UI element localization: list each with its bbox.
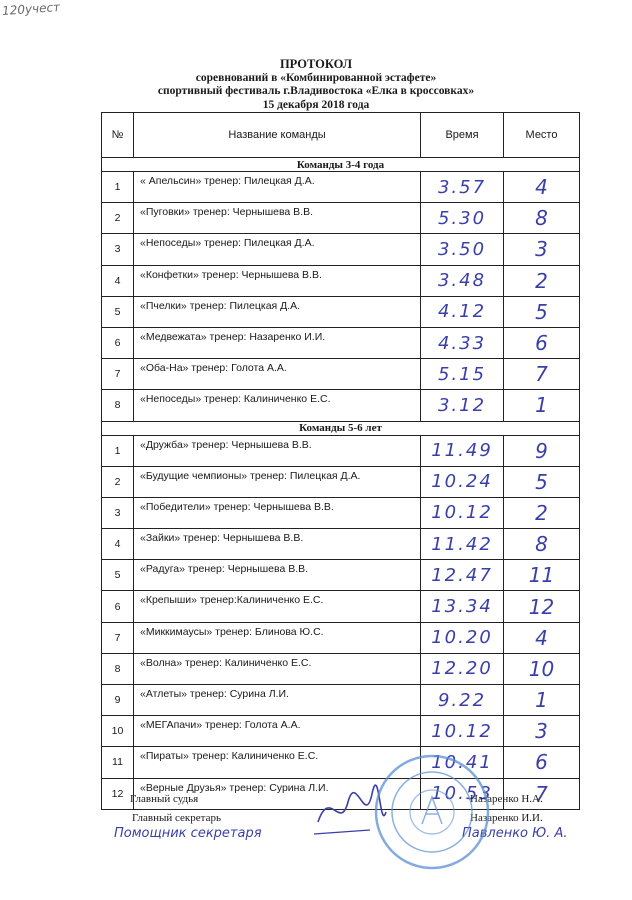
document-title: ПРОТОКОЛ [279,57,353,71]
team-name: «Дружба» тренер: Чернышева В.В. [134,435,421,466]
handwritten-place: 9 [504,435,580,466]
column-header-number: № [102,113,134,158]
handwritten-time: 4.33 [421,327,504,358]
row-number: 2 [102,466,134,497]
header-line-2: спортивный фестиваль г.Владивостока «Елка в кроссовках» [157,85,475,97]
handwritten-place: 8 [504,203,580,234]
handwritten-place: 4 [504,622,580,653]
results-table [101,112,580,810]
table-row [102,685,580,716]
handwritten-place: 4 [504,172,580,203]
handwritten-time: 11.49 [421,435,504,466]
handwritten-time: 10.24 [421,466,504,497]
chief-judge-label: Главный судья [130,793,199,805]
handwritten-place: 3 [504,234,580,265]
handwritten-time: 5.30 [421,203,504,234]
handwritten-time: 10.53 [421,778,504,809]
handwritten-name-pavlenko: Павленко Ю. А. [462,826,568,841]
handwritten-place: 5 [504,466,580,497]
handwritten-place: 8 [504,529,580,560]
handwritten-time: 13.34 [421,591,504,622]
row-number: 8 [102,390,134,421]
group-title: Команды 5-6 лет [102,421,580,435]
row-number: 10 [102,716,134,747]
row-number: 5 [102,560,134,591]
table-row [102,327,580,358]
column-header-place: Место [504,113,580,158]
group-header-row [102,421,580,435]
row-number: 7 [102,622,134,653]
row-number: 6 [102,327,134,358]
handwritten-time: 12.20 [421,653,504,684]
handwritten-time: 4.12 [421,296,504,327]
handwritten-place: 7 [504,778,580,809]
team-name: «МЕГАпачи» тренер: Голота А.А. [134,716,421,747]
row-number: 3 [102,234,134,265]
table-row [102,234,580,265]
team-name: «Верные Друзья» тренер: Сурина Л.И. [134,778,421,809]
table-header-row [102,113,580,158]
handwritten-place: 1 [504,390,580,421]
handwritten-place: 2 [504,265,580,296]
document-header [0,58,632,112]
row-number: 12 [102,778,134,809]
team-name: «Радуга» тренер: Чернышева В.В. [134,560,421,591]
table-row [102,622,580,653]
team-name: «Миккимаусы» тренер: Блинова Ю.С. [134,622,421,653]
team-name: «Пираты» тренер: Калиниченко Е.С. [134,747,421,778]
table-row [102,172,580,203]
team-name: «Непоседы» тренер: Калиниченко Е.С. [134,390,421,421]
handwritten-place: 10 [504,653,580,684]
table-row [102,529,580,560]
row-number: 7 [102,359,134,390]
handwritten-time: 10.12 [421,497,504,528]
table-row [102,747,580,778]
row-number: 9 [102,685,134,716]
table-row [102,716,580,747]
team-name: «Пчелки» тренер: Пилецкая Д.А. [134,296,421,327]
table-row [102,435,580,466]
chief-secretary-label: Главный секретарь [132,812,221,824]
row-number: 4 [102,265,134,296]
table-row [102,497,580,528]
column-header-team: Название команды [134,113,421,158]
chief-secretary-name: Назаренко И.И. [470,812,543,824]
group-header-row [102,158,580,172]
handwritten-assistant-secretary: Помощник секретаря [114,826,262,841]
handwritten-time: 11.42 [421,529,504,560]
team-name: «Будущие чемпионы» тренер: Пилецкая Д.А. [134,466,421,497]
table-row [102,591,580,622]
row-number: 6 [102,591,134,622]
team-name: «Крепыши» тренер:Калиниченко Е.С. [134,591,421,622]
handwritten-time: 3.50 [421,234,504,265]
row-number: 1 [102,172,134,203]
handwritten-time: 5.15 [421,359,504,390]
handwritten-time: 10.12 [421,716,504,747]
team-name: «Непоседы» тренер: Пилецкая Д.А. [134,234,421,265]
team-name: «Оба-На» тренер: Голота А.А. [134,359,421,390]
team-name: «Атлеты» тренер: Сурина Л.И. [134,685,421,716]
table-row [102,653,580,684]
team-name: « Апельсин» тренер: Пилецкая Д.А. [134,172,421,203]
handwritten-place: 2 [504,497,580,528]
handwritten-place: 11 [504,560,580,591]
column-header-time: Время [421,113,504,158]
team-name: «Победители» тренер: Чернышева В.В. [134,497,421,528]
table-row [102,390,580,421]
header-date: 15 декабря 2018 года [262,98,370,111]
handwritten-place: 3 [504,716,580,747]
row-number: 1 [102,435,134,466]
handwritten-place: 1 [504,685,580,716]
handwritten-place: 5 [504,296,580,327]
handwritten-place: 6 [504,747,580,778]
table-row [102,359,580,390]
corner-note: 120учест [1,0,61,19]
team-name: «Медвежата» тренер: Назаренко И.И. [134,327,421,358]
handwritten-place: 6 [504,327,580,358]
header-line-1: соревнований в «Комбинированной эстафете» [195,71,437,84]
handwritten-time: 9.22 [421,685,504,716]
team-name: «Зайки» тренер: Чернышева В.В. [134,529,421,560]
row-number: 4 [102,529,134,560]
team-name: «Конфетки» тренер: Чернышева В.В. [134,265,421,296]
handwritten-time: 3.48 [421,265,504,296]
table-row [102,466,580,497]
row-number: 5 [102,296,134,327]
official-stamp [372,752,492,872]
handwritten-time: 3.12 [421,390,504,421]
group-title: Команды 3-4 года [102,158,580,172]
handwritten-place: 7 [504,359,580,390]
team-name: «Волна» тренер: Калиниченко Е.С. [134,653,421,684]
table-row [102,560,580,591]
table-row [102,203,580,234]
row-number: 11 [102,747,134,778]
table-row [102,296,580,327]
handwritten-time: 3.57 [421,172,504,203]
team-name: «Пуговки» тренер: Чернышева В.В. [134,203,421,234]
handwritten-time: 10.20 [421,622,504,653]
row-number: 3 [102,497,134,528]
handwritten-time: 12.47 [421,560,504,591]
row-number: 8 [102,653,134,684]
chief-judge-name: Назаренко Н.А. [470,793,543,805]
table-row [102,265,580,296]
row-number: 2 [102,203,134,234]
handwritten-time: 10.41 [421,747,504,778]
handwritten-place: 12 [504,591,580,622]
